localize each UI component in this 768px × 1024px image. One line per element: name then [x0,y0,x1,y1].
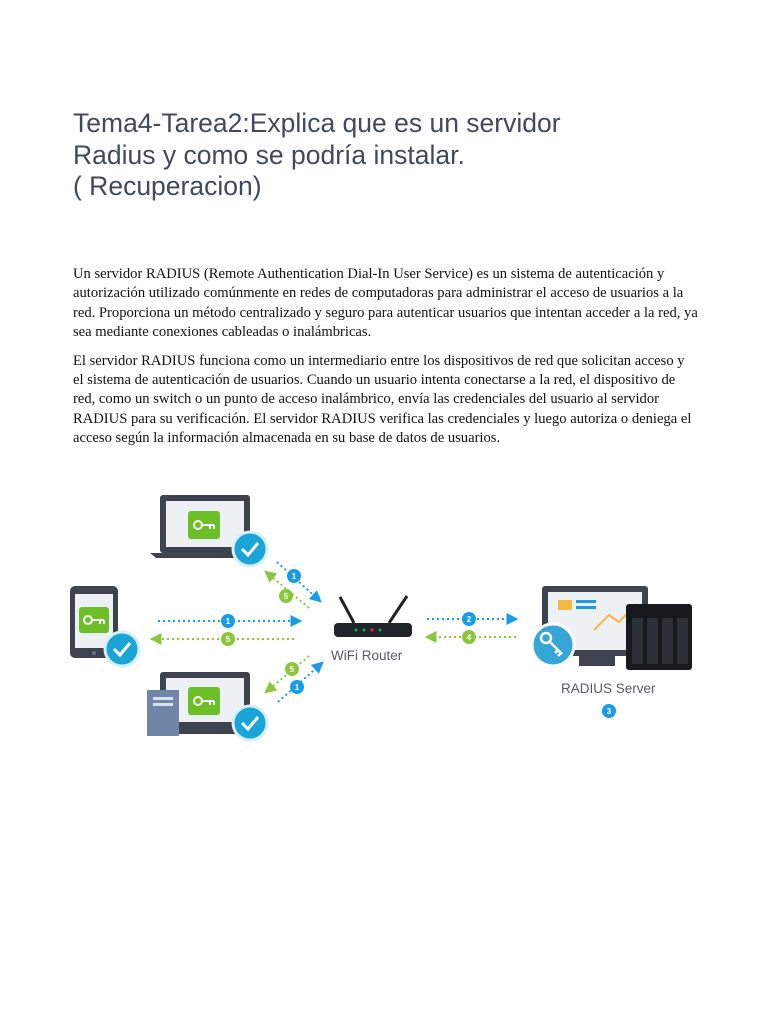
svg-text:5: 5 [225,635,231,644]
step-marker [221,632,235,646]
tablet-left [70,586,139,666]
radius-server [532,586,692,670]
title-line-2: Radius y como se podría instalar. [73,139,465,170]
check-icon [233,532,267,566]
radius-diagram [64,490,704,750]
check-icon [233,706,267,740]
key-icon [532,624,574,666]
step-marker [462,612,476,626]
check-icon [105,632,139,666]
svg-text:3: 3 [606,707,612,716]
step-marker [221,614,235,628]
svg-text:4: 4 [466,633,472,642]
key-icon [79,607,109,633]
step-marker [602,704,616,718]
svg-text:1: 1 [225,617,231,626]
svg-text:1: 1 [291,572,297,581]
svg-text:5: 5 [289,665,295,674]
paragraph-1: Un servidor RADIUS (Remote Authentication Dial-In User Service) es un sistema de autenticación y autorización utilizado comúnmente en redes de computadoras para administrar el acceso de usuarios a la red. Proporciona un método centralizado y seguro para autenticar usuarios que intentan acceder a la red, ya sea mediante conexiones cableadas o inalámbricas. [73,266,698,341]
step-marker [285,662,299,676]
body-text [73,265,698,458]
key-icon [188,511,220,539]
step-marker [279,589,293,603]
svg-text:2: 2 [466,615,472,624]
router-label: WiFi Router [331,648,403,663]
step-marker [462,630,476,644]
laptop-top [150,495,267,566]
wifi-router [334,596,412,637]
paragraph-2: El servidor RADIUS funciona como un intermediario entre los dispositivos de red que solicitan acceso y el sistema de autenticación de usuarios. Cuando un usuario intenta conectarse a la red, el dispositivo de red, como un switch o un punto de acceso inalámbrico, envía las credenciales del usuario al servidor RADIUS para su verificación. El servidor RADIUS verifica las credenciales y luego autoriza o deniega el acceso según la información almacenada en su base de datos de usuarios. [73,352,692,447]
step-marker [290,680,304,694]
desktop-bottom [147,672,267,740]
key-icon [188,687,220,715]
server-label: RADIUS Server [561,681,656,696]
svg-text:5: 5 [283,592,289,601]
step-marker [287,569,301,583]
page-title [73,108,693,203]
title-line-3: ( Recuperacion) [73,171,262,201]
radius-diagram-svg [64,490,704,750]
title-line-1: Tema4-Tarea2:Explica que es un servidor [73,108,561,138]
svg-text:1: 1 [294,683,300,692]
